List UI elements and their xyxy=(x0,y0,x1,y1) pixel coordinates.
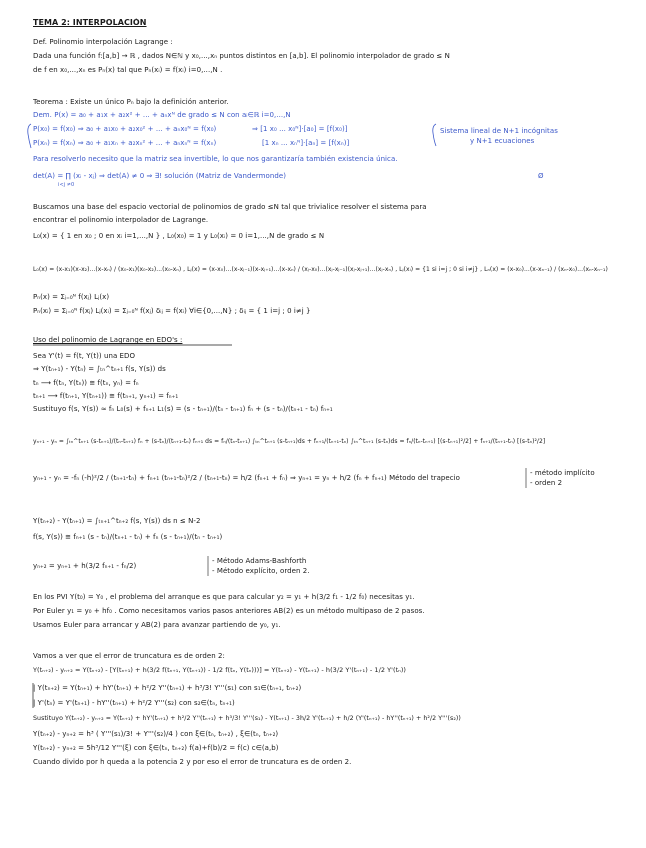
edo-line: tₙ₊₁ ⟶ f(tₙ₊₁, Y(tₙ₊₁)) ≅ f(tₙ₊₁, yₙ₊₁) = fₙ₊₁ xyxy=(33,392,179,400)
ab-note: - Método explícito, orden 2. xyxy=(212,567,310,575)
ab-line: Y(tₙ₊₂) - Y(tₙ₊₁) = ∫ₜₙ₊₁^tₙ₊₂ f(s, Y(s)) ds n ≤ N-2 xyxy=(33,517,201,525)
definition-line: Dada una función f:[a,b] → ℝ , dados N∈ℕ y x₀,...,xₙ puntos distintos en [a,b]. El polinomio interpolador de grado ≤ N xyxy=(33,52,450,60)
page-title: TEMA 2: INTERPOLACIÓN xyxy=(33,18,147,27)
note-brace xyxy=(433,124,436,146)
edo-line: ⇒ Y(tₙ₊₁) - Y(tₙ) = ∫ₜₙ^tₙ₊₁ f(s, Y(s)) ds xyxy=(33,365,166,373)
matrix-line: [1 xₙ ... xₙᴺ]·[aₙ] = [f(xₙ)] xyxy=(262,139,350,147)
system-equation: P(x₀) = f(x₀) ⇒ a₀ + a₁x₀ + a₂x₀² + ... + aₙx₀ᴺ = f(x₀) xyxy=(33,125,217,133)
method-note: - orden 2 xyxy=(530,479,563,487)
truncation-line: Y(tₙ₊₂) - yₙ₊₂ = h³ ( Y'''(s₁)/3! + Y'''(s₂)/4 ) con ξ∈(tₙ, tₙ₊₂) , ξ∈(tₙ, tₙ₊₂) xyxy=(33,730,279,738)
product-subscript: i<j ≠0 xyxy=(58,182,75,188)
interpolating-polynomial: Pₙ(x) = Σⱼ₌₀ᴺ f(xⱼ) Lⱼ(x) xyxy=(33,293,110,301)
edo-line: Sea Y'(t) = f(t, Y(t)) una EDO xyxy=(33,352,136,360)
matrix-line: ⇒ [1 x₀ ... x₀ᴺ]·[a₀] = [f(x₀)] xyxy=(252,125,348,133)
trapezoid-method: yₙ₊₁ - yₙ = -fₙ (-h)²/2 / (tₙ₊₁-tₙ) + fₙ₊₁ (tₙ₊₁-tₙ)²/2 / (tₙ₊₁-tₙ) = h/2 (fₙ₊₁ + fₙ) ⇒ yₙ₊₁ = yₙ + h/2 (fₙ + fₙ₊₁) Método del trapecio xyxy=(33,474,461,482)
l0-definition: L₀(x) = { 1 en x₀ ; 0 en xᵢ i=1,...,N } , L₀(x₀) = 1 y L₀(xᵢ) = 0 i=1,...,N de grado ≤ N xyxy=(33,232,325,240)
proof-line: Dem. P(x) = a₀ + a₁x + a₂x² + ... + aₙxᴺ de grado ≤ N con aᵢ∈ℝ i=0,...,N xyxy=(33,111,291,119)
edo-line: tₙ ⟶ f(tₙ, Y(tₙ)) ≅ f(tₙ, yₙ) = fₙ xyxy=(33,379,139,387)
theorem-statement: Teorema : Existe un único Pₙ bajo la definición anterior. xyxy=(33,98,229,106)
pvi-line: Usamos Euler para arrancar y AB(2) para avanzar partiendo de y₀, y₁. xyxy=(33,621,281,629)
lagrange-basis-formulas: L₀(x) = (x-x₁)(x-x₂)...(x-xₙ) / (x₀-x₁)(x₀-x₂)...(x₀-xₙ) , Lⱼ(x) = (x-x₀)...(x-xⱼ₋₁)(x-xⱼ₊₁)...(x-xₙ) / (xⱼ-x₀)...(xⱼ-xⱼ₋₁)(xⱼ-xⱼ₊₁)...(xⱼ-xₙ) , Lⱼ(xᵢ) = {1 si i=j ; 0 si i≠j} , Lₙ(x) = (x-x₀)...(x-xₙ₋₁) / (xₙ-x₀)...(xₙ-xₙ₋₁) xyxy=(33,266,608,273)
truncation-heading: Vamos a ver que el error de truncatura es de orden 2: xyxy=(33,652,225,660)
pvi-line: Por Euler y₁ = y₀ + hf₀ . Como necesitamos varios pasos anteriores AB(2) es un método multipaso de 2 pasos. xyxy=(33,607,425,615)
ab-formula: yₙ₊₂ = yₙ₊₁ + h(3/2 fₙ₊₁ - fₙ/2) xyxy=(33,562,137,570)
system-note: Sistema lineal de N+1 incógnitas xyxy=(440,127,558,135)
ab-note: - Método Adams-Bashforth xyxy=(212,557,307,565)
substitution-line: Sustituyo Y(tₙ₊₂) - yₙ₊₂ = Y(tₙ₊₁) + hY'(tₙ₊₁) + h²/2 Y''(tₙ₊₁) + h³/3! Y'''(s₁) - Y(tₙ₊₁) - 3h/2 Y'(tₙ₊₁) + h/2 (Y'(tₙ₊₁) - hY''(tₙ₊₁) + h²/2 Y'''(s₂)) xyxy=(33,715,461,722)
taylor-expansion: | Y'(tₙ) = Y'(tₙ₊₁) - hY''(tₙ₊₁) + h²/2 Y'''(s₂) con s₂∈(tₙ, tₙ₊₁) xyxy=(33,699,235,707)
truncation-line: Y(tₙ₊₂) - yₙ₊₂ = Y(tₙ₊₂) - [Y(tₙ₊₁) + h(3/2 f(tₙ₊₁, Y(tₙ₊₁)) - 1/2 f(tₙ, Y(tₙ)))] = Y(tₙ₊₂) - Y(tₙ₊₁) - h(3/2 Y'(tₙ₊₁) - 1/2 Y'(tₙ)) xyxy=(33,666,406,674)
basis-text: Buscamos una base del espacio vectorial de polinomios de grado ≤N tal que trivialice resolver el sistema para xyxy=(33,203,427,211)
definition-line: de f en x₀,...,xₙ es Pₙ(x) tal que Pₙ(xᵢ) = f(xᵢ) i=0,...,N . xyxy=(33,66,223,74)
invertibility-note: Para resolverlo necesito que la matriz sea invertible, lo que nos garantizaría también existencia única. xyxy=(33,155,398,163)
method-note: - método implícito xyxy=(530,469,595,477)
definition-heading: Def. Polinomio interpolación Lagrange : xyxy=(33,38,173,46)
qed-mark: Ø xyxy=(538,172,544,180)
interpolation-check: Pₙ(xᵢ) = Σⱼ₌₀ᴺ f(xⱼ) Lⱼ(xᵢ) = Σⱼ₌₀ᴺ f(xⱼ) δᵢⱼ = f(xᵢ) ∀i∈{0,...,N} ; δᵢⱼ = { 1 i=j ; 0 i≠j } xyxy=(33,307,311,315)
system-brace xyxy=(28,124,31,148)
basis-text: encontrar el polinomio interpolador de Lagrange. xyxy=(33,216,209,224)
determinant-line: det(A) = ∏ (xᵢ - xⱼ) ⇒ det(A) ≠ 0 ⇒ ∃! solución (Matriz de Vandermonde) xyxy=(33,172,286,180)
truncation-result: Y(tₙ₊₂) - yₙ₊₂ = 5h³/12 Y'''(ξ) con ξ∈(tₙ, tₙ₊₂) f(a)+f(b)/2 = f(c) c∈(a,b) xyxy=(33,744,279,752)
edo-line: Sustituyo f(s, Y(s)) ≈ fₙ L₀(s) + fₙ₊₁ L₁(s) = (s - tₙ₊₁)/(tₙ - tₙ₊₁) fₙ + (s - tₙ)/(tₙ₊₁ - tₙ) fₙ₊₁ xyxy=(33,405,333,413)
ab-line: f(s, Y(s)) ≅ fₙ₊₁ (s - tₙ)/(tₙ₊₁ - tₙ) + fₙ (s - tₙ₊₁)/(tₙ - tₙ₊₁) xyxy=(33,533,223,541)
system-equation: P(xₙ) = f(xₙ) ⇒ a₀ + a₁xₙ + a₂xₙ² + ... + aₙxₙᴺ = f(xₙ) xyxy=(33,139,217,147)
conclusion-line: Cuando divido por h queda a la potencia 2 y por eso el error de truncatura es de orden 2. xyxy=(33,758,352,766)
edo-heading: Uso del polinomio de Lagrange en EDO's : xyxy=(33,336,183,344)
taylor-expansion: | Y(tₙ₊₂) = Y(tₙ₊₁) + hY'(tₙ₊₁) + h²/2 Y''(tₙ₊₁) + h³/3! Y'''(s₁) con s₁∈(tₙ₊₁, tₙ₊₂) xyxy=(33,684,302,692)
integral-derivation: yₙ₊₁ - yₙ = ∫ₜₙ^tₙ₊₁ (s-tₙ₊₁)/(tₙ-tₙ₊₁) fₙ + (s-tₙ)/(tₙ₊₁-tₙ) fₙ₊₁ ds = fₙ/(tₙ-tₙ₊₁) ∫ₜₙ^tₙ₊₁ (s-tₙ₊₁)ds + fₙ₊₁/(tₙ₊₁-tₙ) ∫ₜₙ^tₙ₊₁ (s-tₙ)ds = fₙ/(tₙ-tₙ₊₁) [(s-tₙ₊₁)²/2] + fₙ₊₁/(tₙ₊₁-tₙ) [(s-tₙ)²/2] xyxy=(33,438,546,445)
pvi-line: En los PVI Y(t₀) = Y₀ , el problema del arranque es que para calcular y₂ = y₁ + h(3/2 f₁ - 1/2 f₀) necesitas y₁. xyxy=(33,593,415,601)
system-note: y N+1 ecuaciones xyxy=(470,137,535,145)
